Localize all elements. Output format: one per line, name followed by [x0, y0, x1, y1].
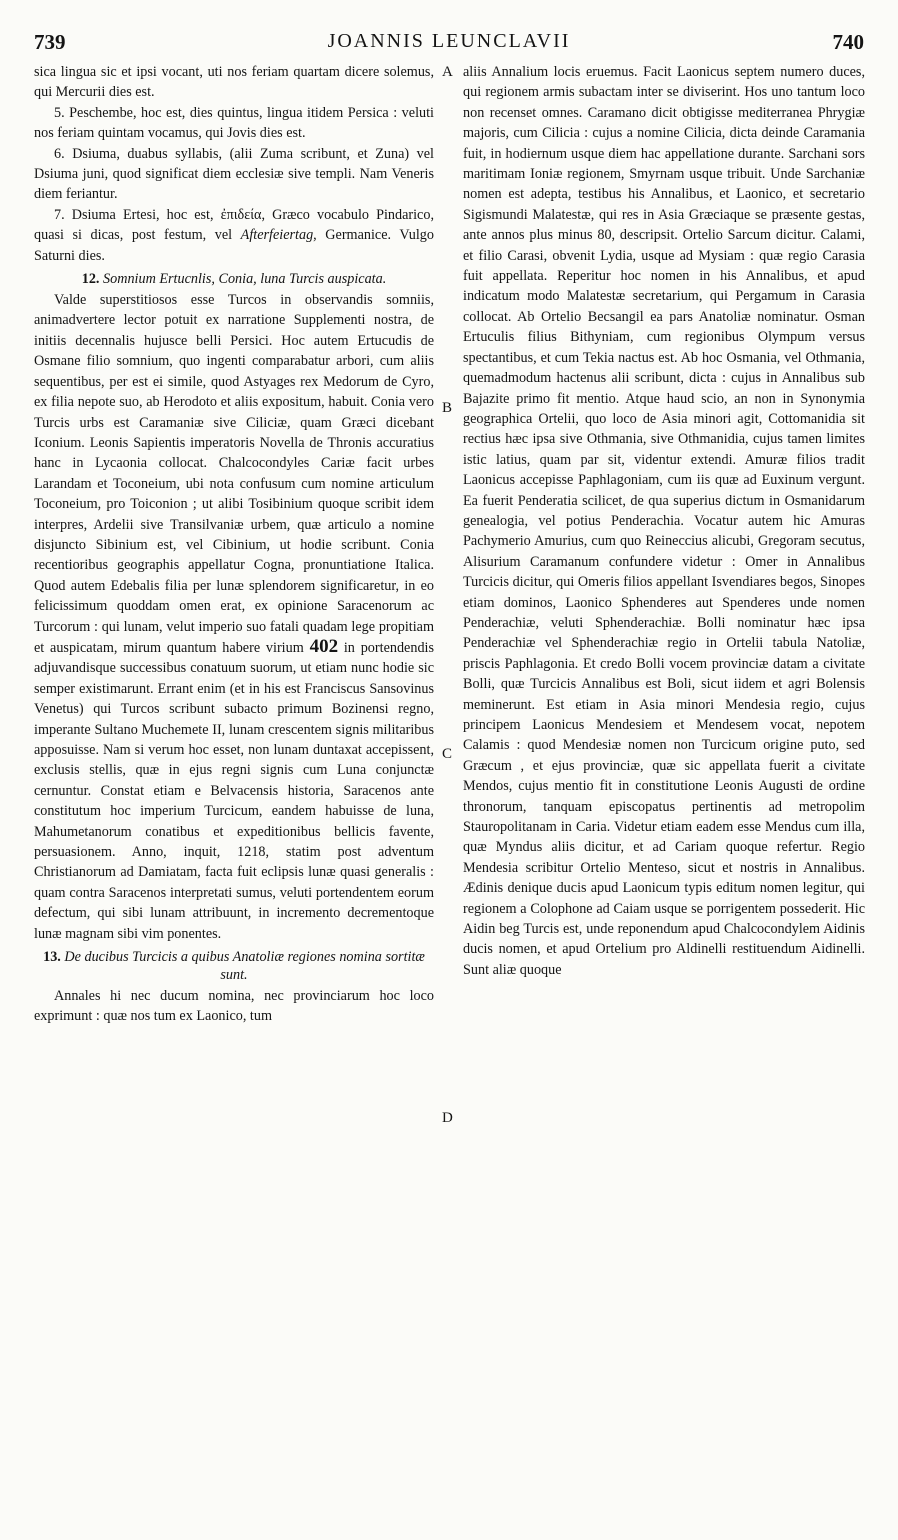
- page-number-right: 740: [832, 30, 864, 54]
- text-run: Valde superstitiosos esse Turcos in observandis somniis, animadvertere lector potuit ex narratione Supplementi nostra, de initiis decennalis hujusce belli Persici. Hoc autem Ertucudis de Osmane filio somnium, quo ingenti comparabatur arbori, cum aliis sequentibus, per est ei simile, quod Astyages rex Medorum de Cyro, ex filia nepote suo, ab Herodoto et aliis expositum, habuit. Conia vero Turcis urbs est Caramaniæ sive Ciliciæ, quam Græci dicebant Iconium. Leonis Sapientis imperatoris Novella de Thronis accuratius hanc in Lycaonia collocat. Chalcocondyles Cariæ facit urbes Larandam et Toconeium, ubi nota confusum cum nomine articulum Toconeium, pro Toiconion ; ut alibi Tosibinium quoque scribit idem interpres, Ardelii sive Transilvaniæ urbem, quæ articulo a nomine disjuncto Sibinium est, vel Cibinium, ut hodie scribunt. Conia recentioribus geographis appellatur Cogna, pronuntiatione Italica. Quod autem Edebalis filia per lunæ splendorem significaretur, in eo felicissimum quoddam omen erat, ex opinione Saracenorum ac Turcorum : qui lunam, velut imperio suo fatali quadam lege propitiam et auspicatam, mirum quantum habere virium: [34, 292, 434, 656]
- section-number: 13.: [43, 949, 61, 966]
- page-number-left: 739: [34, 30, 66, 54]
- margin-letter-a: A: [442, 64, 453, 80]
- paragraph: 6. Dsiuma, duabus syllabis, (alii Zuma scribunt, et Zuna) vel Dsiuma juni, quod significat diem ecclesiæ sive templi. Nam Veneris diem feriantur.: [34, 145, 434, 203]
- paragraph: [34, 290, 434, 944]
- text-run-italic: Afterfeiertag: [240, 227, 314, 244]
- margin-letter-c: C: [442, 746, 453, 762]
- paragraph: 5. Peschembe, hoc est, dies quintus, lingua itidem Persica : veluti nos feriam quintam vocamus, qui Jovis dies est.: [34, 104, 434, 142]
- paragraph: Annales hi nec ducum nomina, nec provinciarum hoc loco exprimunt : quæ nos tum ex Laonico, tum: [34, 988, 434, 1025]
- text-run: 7. Dsiuma Ertesi, hoc est, ἐπιδεία, Græco vocabulo Pindarico, quasi si dicas, post festum, vel: [34, 206, 434, 244]
- section-title: Somnium Ertucnlis, Conia, luna Turcis auspicata.: [103, 271, 387, 288]
- right-column: [463, 62, 865, 980]
- section-heading-13: [34, 948, 434, 984]
- section-heading-12: [34, 270, 434, 288]
- text-run: , Germanice. Vulgo Saturni dies.: [34, 227, 434, 264]
- paragraph: aliis Annalium locis eruemus. Facit Laonicus septem numero duces, qui regionem armis subactam inter se diviserint. Hos uno tantum loco non recenset omnes. Caramano dicit obtigisse mediterranea Phrygiæ majoris, cum Cilicia : cujus a nomine Cilicia, dicta deinde Caramania fuit, in hodiernum usque diem hac appellatione durante. Sarchani sors maritimam Ioniæ regionem, Smyrnam usque tribuit. Unde Sarchaniæ nomen est adepta, testibus his Annalibus, et Laonico, et secretario Sigismundi Malatestæ, qui res in Asia Græciaque se præsente gestas, ante annos plus minus 80, descripsit. Ortelio Sarcum dicitur. Calami, et filio Carasi, obvenit Lydia, usque ad Mysiam : quæ regio Carasia fuit appellata. Reperitur hoc nomen in his Annalibus, et apud indicatum modo Malatestæ secretarium, qui Pergamum in Carasia collocat. Ab Ortelio Becsangil ea pars Anatoliæ nominatur. Osman Ertuculis filius Bithyniam, cum regionibus Olympum versus spectantibus, et cum Tekia nactus est. Ab hoc Osmania, vel Othmania, quemadmodum hactenus alii scribunt, dicta : cujus in Annalibus sub Bajazite primo fit mentio. Atque haud scio, an non in Synonymia geographica Ortelii, quo loco de Asia minori agit, Cottomanidia sit rectius hæc ipsa sive Othmania, sive Othmanidia, cujus tamen limites istic latius, quam par sit, videntur extendi. Amuræ filios tradit Laonicus accepisse Paphlagoniam, cum iis quæ ad Euxinum vergunt. Ea fuerit Penderatia scilicet, de qua superius dictum in Osmanidarum genealogia, vel potius Penderachia. Vocatur autem hic Amuras Pachymerio Amurius, cum quo Reineccius alicubi, Gregoram secutus, Alisurium Caramanum confundere videtur : Omer in Annalibus Turcicis dicitur, qui Omeris filios appellant Isvendiares begos, Sinopes etiam dominos, Laonico Sphenderes aut Spenderes unde nomen Penderachiæ, veluti Sphenderachiæ. Bolli nominatur hæc ipsa Penderachiæ vel Sphenderachiæ regio in Ortelii tabula Natoliæ, priscis Paphlagonia. Et credo Bolli vocem provinciæ datam a civitate Bolli, quæ Turcicis Annalibus est Boli, sicut iidem et agri Bolensis meminerunt. Est etiam in Asia minori Mendesia regio, cujus principem Laonicus Mendesiem et Mendesem vocat, nepotem Calamis : quod Mendesiæ nomen non Turcicum origine puto, sed Græcum , et ejus provinciæ, quæ sic appellata fuerit a civitate Mendos, cujus mentio fit in constitutione Leonis Augusti de ordine thronorum, tanquam episcopatus pertinentis ad metropolim Stauropolitanam in Caria. Videtur etiam eadem esse Mendus cum illa, quæ Myndus aliis dicitur, et ad Cariam quoque refertur. Regio Mendesia scribitur Ortelio Menteso, sicut et nostris in Annalibus. Ædinis denique ducis apud Laonicum typis editum nomen legitur, qui regionem a Colophone ad Caiam usque se porrigentem possederit. Hic Aidin beg Turcis est, unde reponendum apud Chalcocondylem Aidinis ducis nomen, et apud Ortelium pro Aldinelli restituendum Aidinelli. Sunt aliæ quoque: [463, 64, 865, 978]
- left-column: [34, 62, 434, 1027]
- text-run: in portendendis adjuvandisque successibus conatuum suorum, ut etiam nunc hodie sic semper existimarunt. Errant enim (et in his est Franciscus Sansovinus Venetus) qui Turcos scribunt subacto primum Bozinensi regno, imperante Sultano Muchemete II, lunam crescentem signis militaribus apposuisse. Nam si verum hoc esset, non lunam duntaxat accepissent, exclusis stellis, quæ in ejus regni signis cum Luna conjunctæ cernuntur. Constat etiam e Belvacensis historia, Saracenos ante constitutum hoc imperium Turcicum, eandem habuisse de luna, Mahumetanorum conatibus et expeditionibus bellicis favente, persuasionem. Anno, inquit, 1218, statim post adventum Christianorum ad Damiatam, facta fuit eclipsis lunæ quasi generalis : quam contra Saracenos interpretati sumus, veluti portendentem eorum defectum, qui sibi lunam attribuunt, in incremento decrementoque lunæ magnam sibi vim ponentes.: [34, 639, 434, 942]
- paragraph: [34, 205, 434, 266]
- margin-letter-d: D: [442, 1110, 453, 1126]
- margin-letter-b: B: [442, 400, 453, 416]
- section-number: 12.: [81, 271, 100, 288]
- page-mark: 402: [309, 635, 339, 657]
- paragraph: sica lingua sic et ipsi vocant, uti nos feriam quartam dicere solemus, qui Mercurii dies est.: [34, 64, 434, 101]
- running-header: [34, 30, 864, 56]
- running-title: JOANNIS LEUNCLAVII: [327, 30, 571, 52]
- section-title: De ducibus Turcicis a quibus Anatoliæ regiones nomina sortitæ sunt.: [64, 949, 425, 984]
